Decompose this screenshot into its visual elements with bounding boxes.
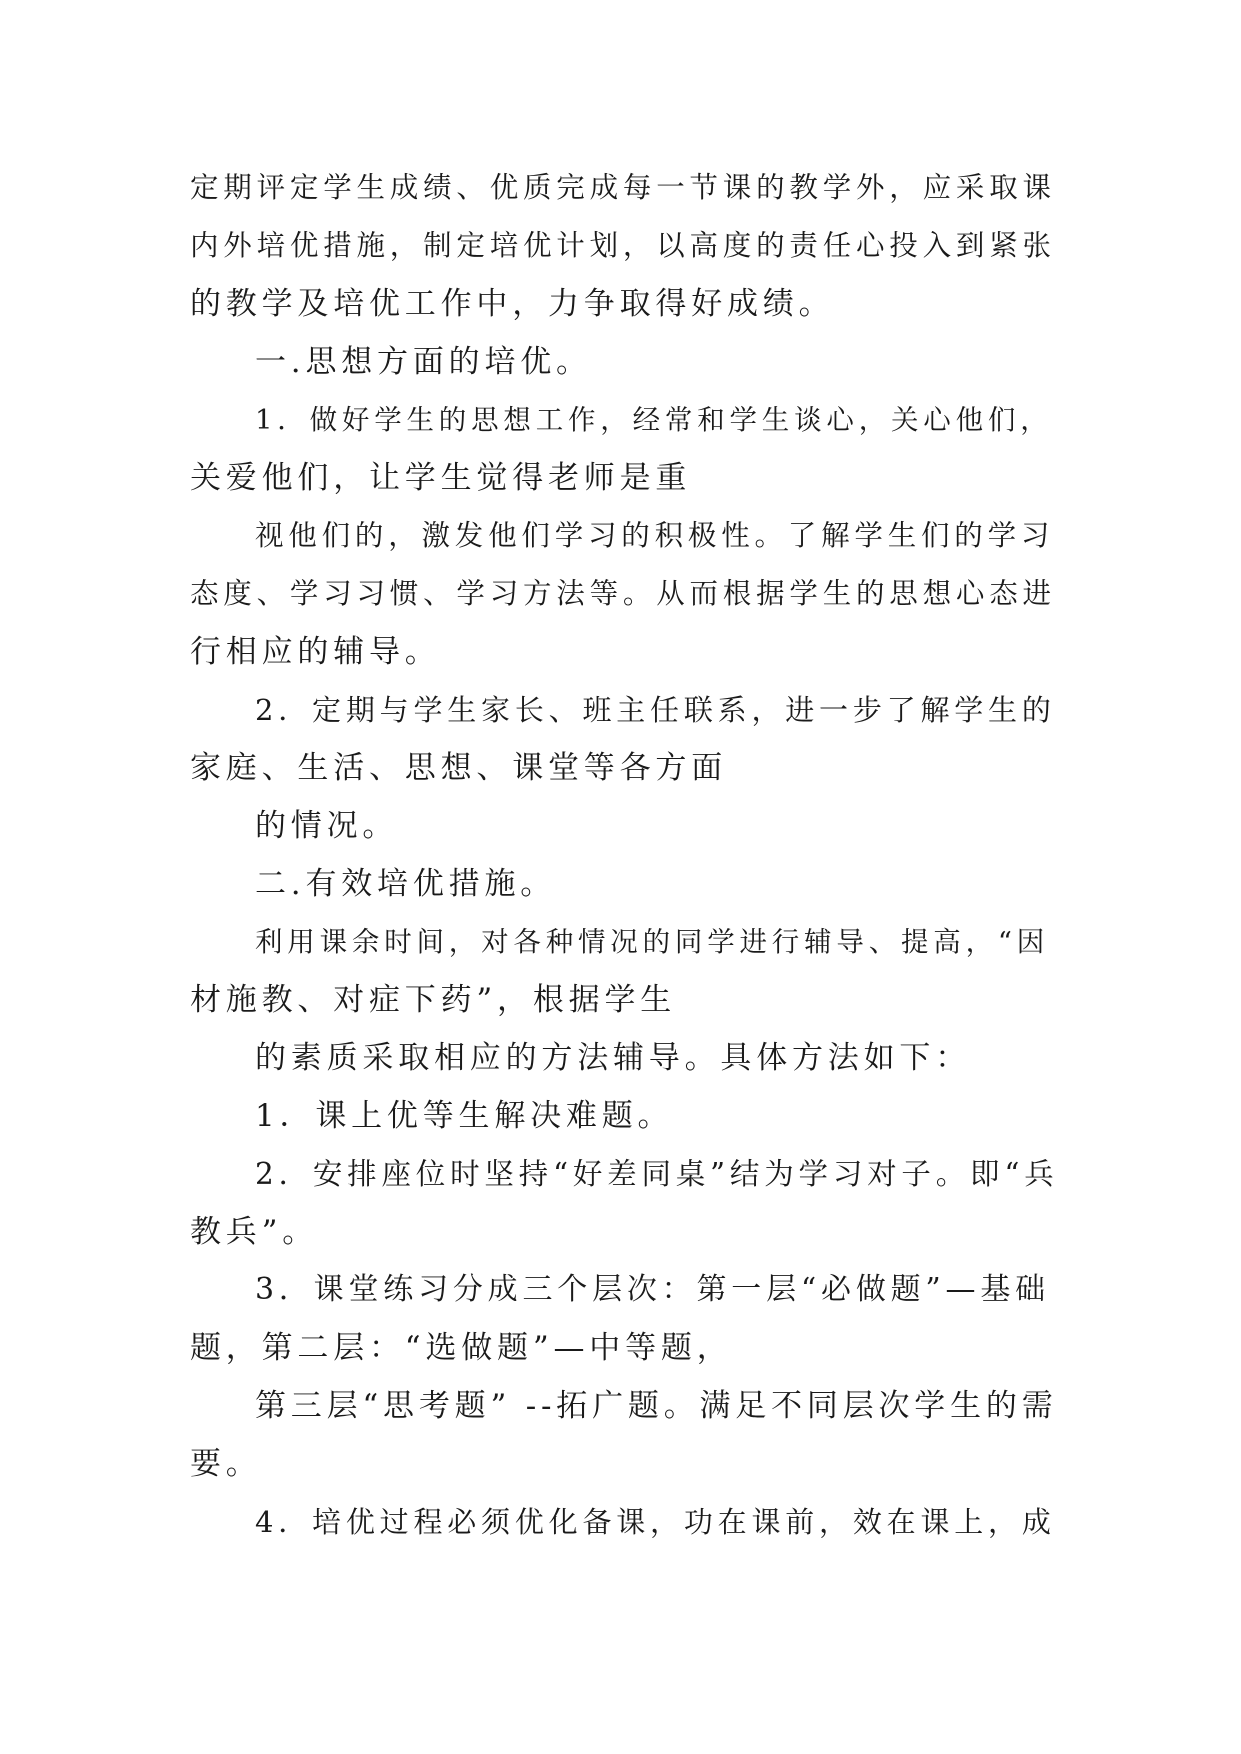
text-line: 视他们的，激发他们学习的积极性。了解学生们的学习 — [255, 519, 1055, 552]
text-line: 家庭、生活、思想、课堂等各方面 — [190, 750, 727, 786]
text-line: 态度、学习习惯、学习方法等。从而根据学生的思想心态进 — [190, 577, 1056, 610]
section-heading: 二.有效培优措施。 — [255, 866, 557, 902]
text-line: 的素质采取相应的方法辅导。具体方法如下： — [255, 1040, 971, 1076]
text-line: 关爱他们，让学生觉得老师是重 — [190, 460, 692, 496]
text-line: 1．课上优等生解决难题。 — [255, 1098, 674, 1134]
text-line: 2．定期与学生家长、班主任联系，进一步了解学生的 — [255, 693, 1056, 727]
text-line: 4．培优过程必须优化备课，功在课前，效在课上，成 — [255, 1505, 1056, 1539]
text-line: 要。 — [190, 1446, 262, 1482]
text-line: 3．课堂练习分成三个层次：第一层“必做题”—基础 — [255, 1272, 1050, 1307]
text-line: 1．做好学生的思想工作，经常和学生谈心，关心他们， — [255, 404, 1053, 436]
text-line: 的情况。 — [255, 808, 399, 844]
text-line: 的教学及培优工作中，力争取得好成绩。 — [190, 286, 835, 322]
text-line: 2．安排座位时坚持“好差同桌”结为学习对子。即“兵 — [255, 1157, 1059, 1191]
text-line: 教兵”。 — [190, 1214, 319, 1250]
text-line: 题，第二层：“选做题”—中等题， — [190, 1330, 733, 1366]
text-line: 内外培优措施，制定培优计划，以高度的责任心投入到紧张 — [190, 229, 1056, 262]
text-line: 行相应的辅导。 — [190, 634, 441, 670]
text-line: 第三层“思考题” --拓广题。满足不同层次学生的需 — [255, 1388, 1058, 1424]
section-heading: 一.思想方面的培优。 — [255, 344, 592, 380]
text-line: 定期评定学生成绩、优质完成每一节课的教学外，应采取课 — [190, 171, 1056, 204]
text-line: 材施教、对症下药”，根据学生 — [190, 982, 677, 1018]
text-line: 利用课余时间，对各种情况的同学进行辅导、提高，“因 — [255, 926, 1050, 958]
